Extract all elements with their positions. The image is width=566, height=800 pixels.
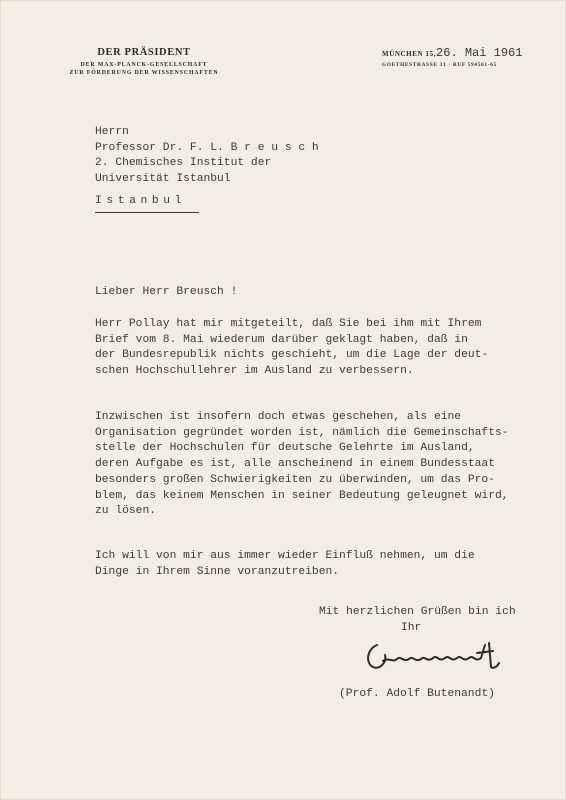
body-line: schen Hochschullehrer im Ausland zu verbessern. xyxy=(95,365,414,378)
place-date xyxy=(382,46,542,68)
typed-signatory: (Prof. Adolf Butenandt) xyxy=(339,688,495,700)
body-line: stelle der Hochschulen für deutsche Gelehrte im Ausland, xyxy=(95,442,475,455)
body-paragraph xyxy=(95,410,535,520)
letterhead-title: DER PRÄSIDENT xyxy=(97,47,191,58)
recipient-line: Professor Dr. F. L. B r e u s c h xyxy=(95,141,319,154)
place-label: MÜNCHEN 15, xyxy=(382,50,437,58)
body-line: zu lösen. xyxy=(95,505,157,518)
recipient-line: 2. Chemisches Institut der xyxy=(95,157,272,170)
body-line: Herr Pollay hat mir mitgeteilt, daß Sie bei ihm mit Ihrem xyxy=(95,318,482,330)
handwritten-signature xyxy=(363,637,527,677)
body-line: Organisation gegründet worden ist, nämlich die Gemeinschafts- xyxy=(95,426,509,439)
closing-phrase: Mit herzlichen Grüßen bin ich xyxy=(319,606,516,618)
body-line: Dinge in Ihrem Sinne voranzutreiben. xyxy=(95,565,340,578)
salutation: Lieber Herr Breusch ! xyxy=(95,286,238,298)
body-line: Ich will von mir aus immer wieder Einfluß nehmen, um die xyxy=(95,550,475,562)
body-line: Inzwischen ist insofern doch etwas geschehen, als eine xyxy=(95,411,462,423)
letterhead xyxy=(49,47,239,76)
body-line: besonders großen Schwierigkeiten zu überwinden, um das Pro- xyxy=(95,473,495,486)
body-line: Brief vom 8. Mai wiederum darüber geklagt haben, daß in xyxy=(95,333,468,346)
body-paragraph xyxy=(95,549,535,580)
body-paragraph xyxy=(95,317,535,380)
body-line: der Bundesrepublik nichts geschieht, um die Lage der deut- xyxy=(95,349,489,362)
sender-address: GOETHESTRASSE 31 · RUF 594561-65 xyxy=(382,62,497,68)
body-line: blem, das keinem Menschen in seiner Bedeutung geleugnet wird, xyxy=(95,489,509,502)
recipient-line: Herrn xyxy=(95,126,129,138)
recipient-address xyxy=(95,125,319,188)
body-line: deren Aufgabe es ist, alle anscheinend in einem Bundesstaat xyxy=(95,458,495,471)
letterhead-org: DER MAX-PLANCK-GESELLSCHAFT xyxy=(80,62,208,68)
closing-ihr: Ihr xyxy=(401,622,422,634)
city-underline xyxy=(95,212,199,213)
letterhead-org-subtitle: ZUR FÖRDERUNG DER WISSENSCHAFTEN xyxy=(69,70,219,76)
recipient-line: Universität Istanbul xyxy=(95,173,231,186)
letter-date: 26. Mai 1961 xyxy=(436,46,523,60)
recipient-city: Istanbul xyxy=(95,195,187,207)
